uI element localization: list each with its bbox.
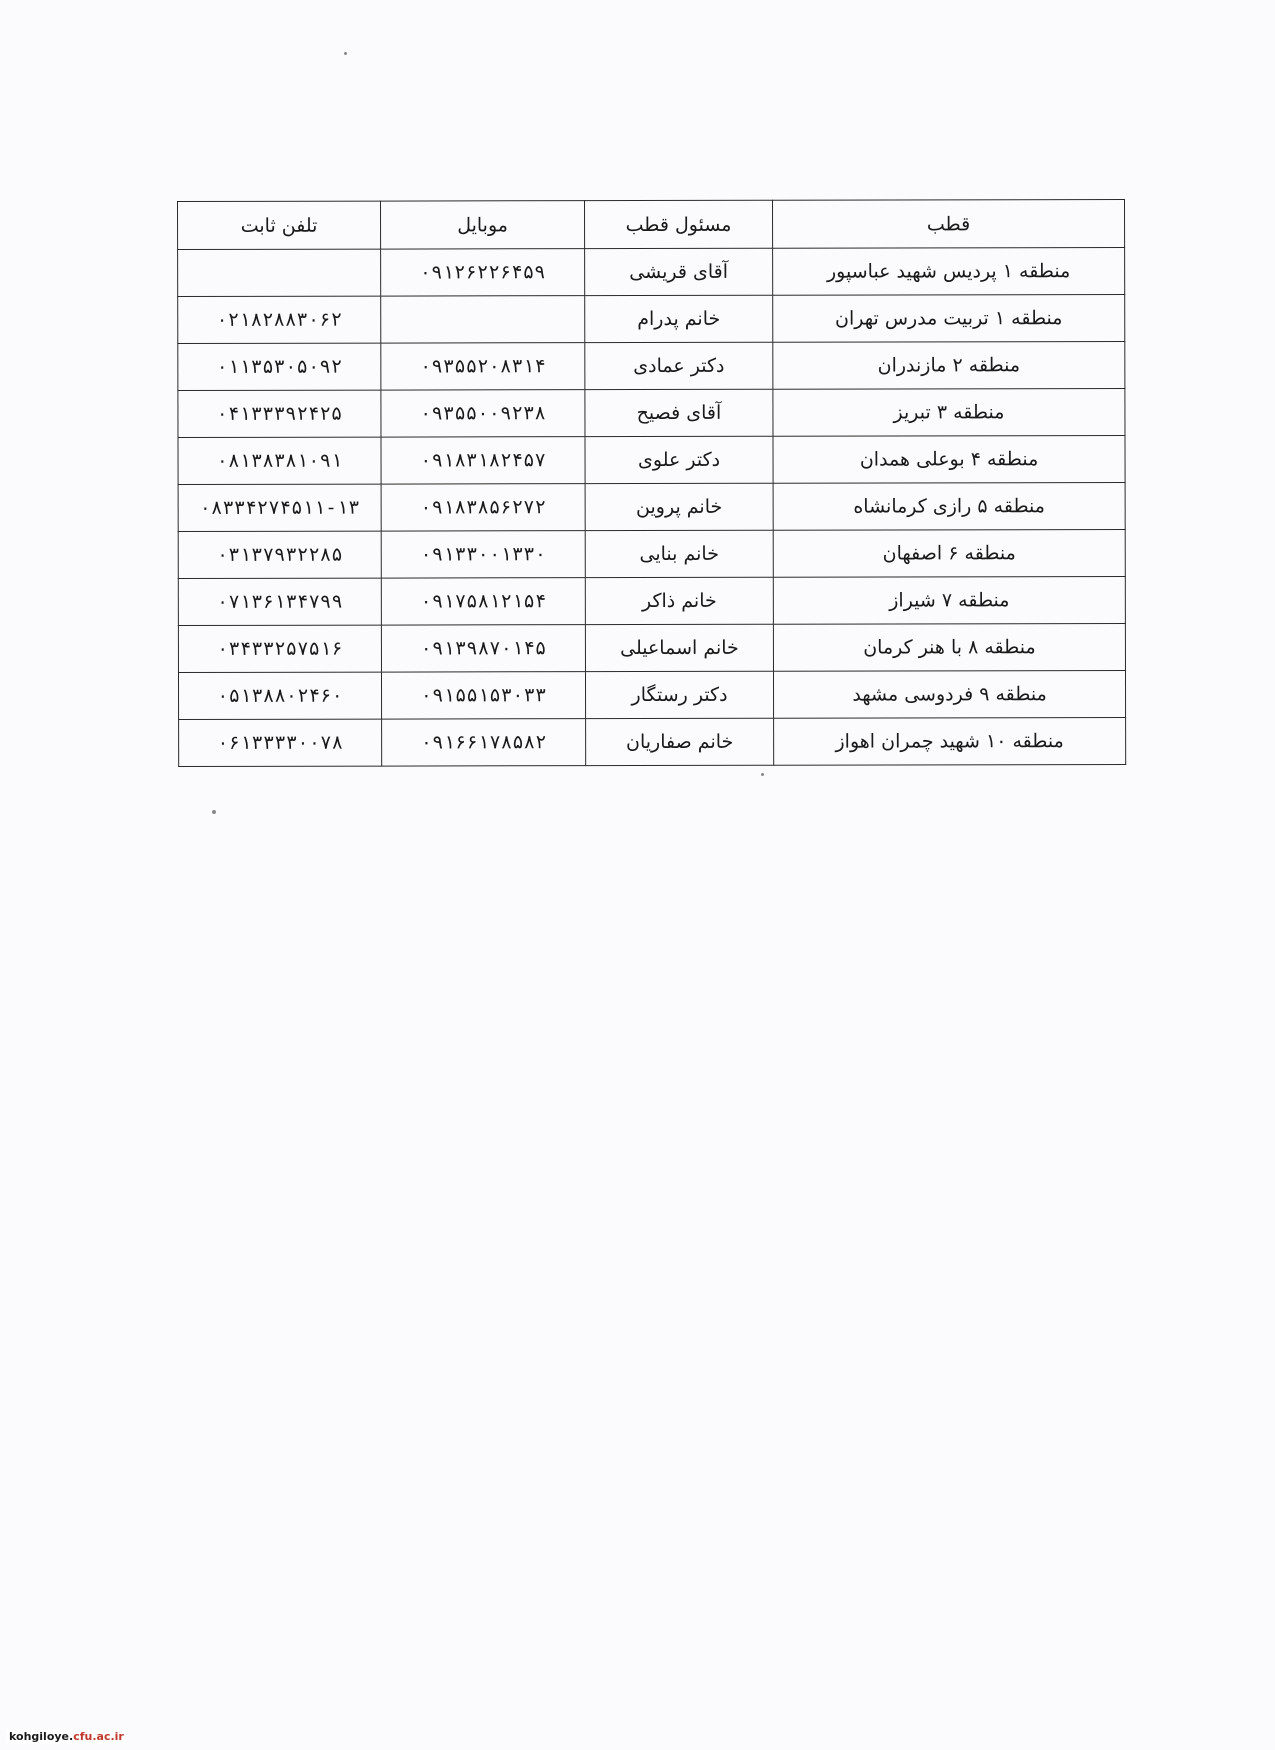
cell-region: منطقه ۷ شیراز (773, 577, 1125, 625)
cell-region: منطقه ۱ پردیس شهید عباسپور (773, 248, 1125, 296)
cell-mobile: ۰۹۱۸۳۸۵۶۲۷۲ (381, 484, 585, 531)
cell-person: خانم پدرام (585, 295, 773, 342)
scan-speck (761, 773, 764, 776)
table-row (178, 483, 1125, 532)
cell-mobile: ۰۹۱۲۶۲۲۶۴۵۹ (381, 249, 585, 296)
cell-region: منطقه ۵ رازی کرمانشاه (773, 483, 1125, 531)
scan-speck (344, 52, 347, 55)
header-mobile: موبایل (381, 201, 585, 249)
cell-phone: ۰۴۱۳۳۳۹۲۴۲۵ (178, 390, 381, 437)
cell-phone: ۰۱۱۳۵۳۰۵۰۹۲ (178, 343, 381, 390)
cell-mobile: ۰۹۱۸۳۱۸۲۴۵۷ (381, 437, 585, 484)
cell-mobile (381, 296, 585, 343)
table-body (178, 248, 1126, 767)
cell-phone: ۰۸۱۳۸۳۸۱۰۹۱ (178, 437, 381, 484)
cell-region: منطقه ۶ اصفهان (773, 530, 1125, 578)
cell-mobile: ۰۹۱۵۵۱۵۳۰۳۳ (381, 672, 585, 719)
cell-person: خانم ذاکر (585, 577, 773, 624)
cell-person: خانم صفاریان (586, 718, 774, 765)
table-row (178, 248, 1125, 297)
cell-mobile: ۰۹۱۳۳۰۰۱۳۳۰ (381, 531, 585, 578)
cell-person: دکتر علوی (585, 436, 773, 483)
watermark-site-accent: cfu.ac.ir (73, 1730, 124, 1743)
table-row (178, 577, 1125, 626)
table-row (178, 342, 1125, 391)
cell-region: منطقه ۳ تبریز (773, 389, 1125, 437)
cell-person: آقای فصیح (585, 389, 773, 436)
source-watermark (6, 1729, 127, 1744)
header-person: مسئول قطب (585, 200, 773, 248)
cell-person: خانم اسماعیلی (585, 624, 773, 671)
cell-region: منطقه ۸ با هنر کرمان (773, 624, 1125, 672)
cell-person: دکتر رستگار (585, 671, 773, 718)
cell-person: خانم بنایی (585, 530, 773, 577)
cell-mobile: ۰۹۱۶۶۱۷۸۵۸۲ (382, 719, 586, 766)
cell-person: دکتر عمادی (585, 342, 773, 389)
table-row (178, 671, 1125, 720)
cell-region: منطقه ۱ تربیت مدرس تهران (773, 295, 1125, 343)
cell-phone: ۰۵۱۳۸۸۰۲۴۶۰ (178, 672, 381, 719)
cell-phone: ۰۷۱۳۶۱۳۴۷۹۹ (178, 578, 381, 625)
table-row (178, 295, 1125, 344)
cell-region: منطقه ۱۰ شهید چمران اهواز (774, 718, 1126, 766)
table-row (178, 389, 1125, 438)
table-row (179, 718, 1126, 767)
cell-region: منطقه ۴ بوعلی همدان (773, 436, 1125, 484)
table-row (178, 530, 1125, 579)
header-region: قطب (772, 200, 1124, 249)
table-header-row (178, 200, 1125, 250)
cell-person: خانم پروین (585, 483, 773, 530)
cell-mobile: ۰۹۳۵۵۰۰۹۲۳۸ (381, 390, 585, 437)
contact-table (177, 199, 1126, 767)
contact-table-container (177, 199, 1125, 767)
watermark-site-main: kohgiloye. (9, 1730, 74, 1743)
cell-phone: ۰۲۱۸۲۸۸۳۰۶۲ (178, 296, 381, 343)
cell-phone: ۰۳۱۳۷۹۳۲۲۸۵ (178, 531, 381, 578)
cell-phone: ۰۸۳۳۴۲۷۴۵۱۱-۱۳ (178, 484, 381, 531)
cell-person: آقای قریشی (585, 248, 773, 295)
table-row (178, 624, 1125, 673)
table-row (178, 436, 1125, 485)
cell-region: منطقه ۹ فردوسی مشهد (773, 671, 1125, 719)
scan-speck (212, 810, 216, 814)
cell-mobile: ۰۹۳۵۵۲۰۸۳۱۴ (381, 343, 585, 390)
cell-mobile: ۰۹۱۷۵۸۱۲۱۵۴ (381, 578, 585, 625)
cell-phone: ۰۶۱۳۳۳۳۰۰۷۸ (179, 719, 382, 766)
cell-phone: ۰۳۴۳۳۲۵۷۵۱۶ (178, 625, 381, 672)
cell-phone (178, 249, 381, 296)
cell-region: منطقه ۲ مازندران (773, 342, 1125, 390)
header-phone: تلفن ثابت (178, 201, 381, 249)
cell-mobile: ۰۹۱۳۹۸۷۰۱۴۵ (381, 625, 585, 672)
